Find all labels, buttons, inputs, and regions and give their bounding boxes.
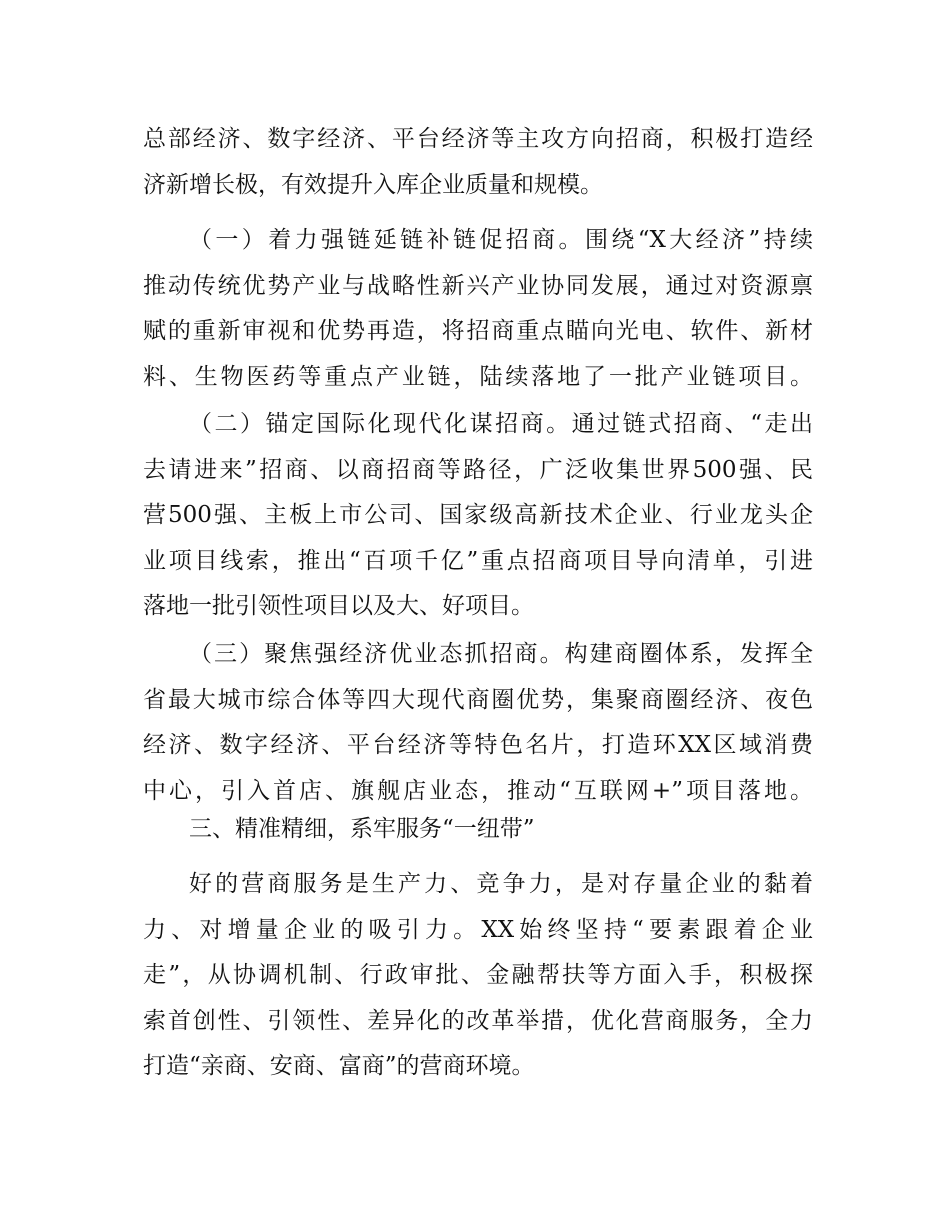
heading-text: 三、精准精细，系牢服务“一纽带” xyxy=(189,816,535,842)
text-line: 赋的重新审视和优势再造，将招商重点瞄向光电、软件、新材 xyxy=(143,318,813,344)
text-line: 索首创性、引领性、差异化的改革举措，优化营商服务，全力 xyxy=(143,1007,813,1034)
paragraph-3 xyxy=(143,402,813,630)
text-line: （一）着力强链延链补链促招商。围绕“X大经济”持续 xyxy=(189,227,813,253)
paragraph-4 xyxy=(143,632,813,814)
text-line: 料、生物医药等重点产业链，陆续落地了一批产业链项目。 xyxy=(143,363,813,390)
text-line: 经济、数字经济、平台经济等特色名片，打造环XX区域消费 xyxy=(143,732,813,758)
text-line: 走”，从协调机制、行政审批、金融帮扶等方面入手，积极探 xyxy=(143,962,813,988)
text-line: 力、对增量企业的吸引力。XX始终坚持“要素跟着企业 xyxy=(143,916,813,943)
text-line: 推动传统优势产业与战略性新兴产业协同发展，通过对资源禀 xyxy=(143,272,813,299)
text-line: 打造“亲商、安商、富商”的营商环境。 xyxy=(143,1053,535,1079)
paragraph-1 xyxy=(143,117,813,208)
paragraph-6 xyxy=(143,862,813,1090)
text-line: 落地一批引领性项目以及大、好项目。 xyxy=(143,593,534,619)
text-line: （二）锚定国际化现代化谋招商。通过链式招商、“走出 xyxy=(189,411,813,437)
text-line: （三）聚焦强经济优业态抓招商。构建商圈体系，发挥全 xyxy=(189,641,813,667)
text-line: 好的营商服务是生产力、竞争力，是对存量企业的黏着 xyxy=(189,871,813,897)
paragraph-2 xyxy=(143,218,813,400)
text-line: 业项目线索，推出“百项千亿”重点招商项目导向清单，引进 xyxy=(143,547,813,574)
text-line: 营500强、主板上市公司、国家级高新技术企业、行业龙头企 xyxy=(143,502,813,528)
text-line: 总部经济、数字经济、平台经济等主攻方向招商，积极打造经 xyxy=(143,126,813,152)
text-line: 中心，引入首店、旗舰店业态，推动“互联网+”项目落地。 xyxy=(143,777,813,804)
section-heading xyxy=(143,807,813,853)
text-line: 去请进来”招商、以商招商等路径，广泛收集世界500强、民 xyxy=(143,456,813,483)
text-line: 济新增长极，有效提升入库企业质量和规模。 xyxy=(143,171,603,198)
text-line: 省最大城市综合体等四大现代商圈优势，集聚商圈经济、夜色 xyxy=(143,686,813,713)
